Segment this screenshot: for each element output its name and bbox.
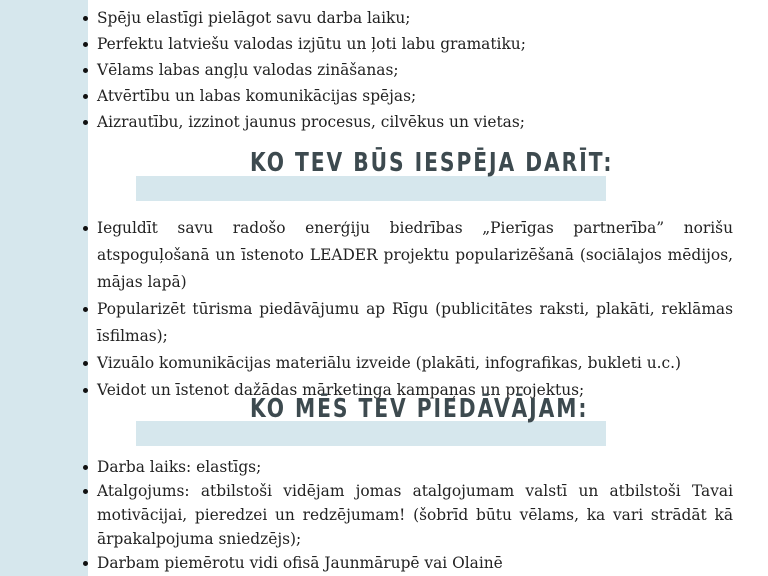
list-item-text: Aizrautību, izzinot jaunus procesus, cilvēkus un vietas;: [97, 113, 525, 131]
list-item-text: Vēlams labas angļu valodas zināšanas;: [97, 61, 399, 79]
list-item: [97, 215, 733, 296]
list-item: [97, 479, 733, 551]
section-heading-band: [136, 421, 606, 446]
list-item-text: Vizuālo komunikācijas materiālu izveide (plakāti, infografikas, bukleti u.c.): [97, 354, 682, 372]
offer-list: [97, 455, 733, 575]
list-item-text: Popularizēt tūrisma piedāvājumu ap Rīgu (publicitātes raksti, plakāti, reklāmas īsfilmas);: [97, 300, 733, 345]
requirements-list: [97, 5, 733, 135]
section-heading-offer: KO MĒS TEV PIEDĀVĀJAM:: [250, 394, 589, 424]
tasks-list: [97, 215, 733, 404]
list-item-text: Atvērtību un labas komunikācijas spējas;: [97, 87, 417, 105]
list-item-text: Veidot un īstenot dažādas mārketinga kampaņas un projektus;: [97, 381, 585, 399]
list-item: [97, 296, 733, 350]
list-item: [97, 5, 733, 31]
list-item-text: Spēju elastīgi pielāgot savu darba laiku;: [97, 9, 411, 27]
list-item: [97, 551, 733, 575]
section-heading-band: [136, 176, 606, 201]
list-item-text: Atalgojums: atbilstoši vidējam jomas atalgojumam valstī un atbilstoši Tavai motivācijai, pieredzei un redzējumam! (šobrīd būtu vēlams, ka vari strādāt kā ārpakalpojuma sniedzējs);: [97, 482, 733, 548]
section-heading-tasks: KO TEV BŪS IESPĒJA DARĪT:: [250, 148, 614, 178]
list-item: [97, 31, 733, 57]
list-item-text: Ieguldīt savu radošo enerģiju biedrības „Pierīgas partnerība” norišu atspoguļošanā un īstenoto LEADER projektu popularizēšanā (sociālajos mēdijos, mājas lapā): [97, 219, 733, 291]
list-item-text: Perfektu latviešu valodas izjūtu un ļoti labu gramatiku;: [97, 35, 526, 53]
list-item-text: Darba laiks: elastīgs;: [97, 458, 262, 476]
list-item: [97, 350, 733, 377]
list-item: [97, 455, 733, 479]
list-item-text: Darbam piemērotu vidi ofisā Jaunmārupē vai Olainē: [97, 554, 503, 572]
list-item: [97, 57, 733, 83]
list-item: [97, 109, 733, 135]
left-decorative-stripe: [0, 0, 88, 576]
list-item: [97, 83, 733, 109]
